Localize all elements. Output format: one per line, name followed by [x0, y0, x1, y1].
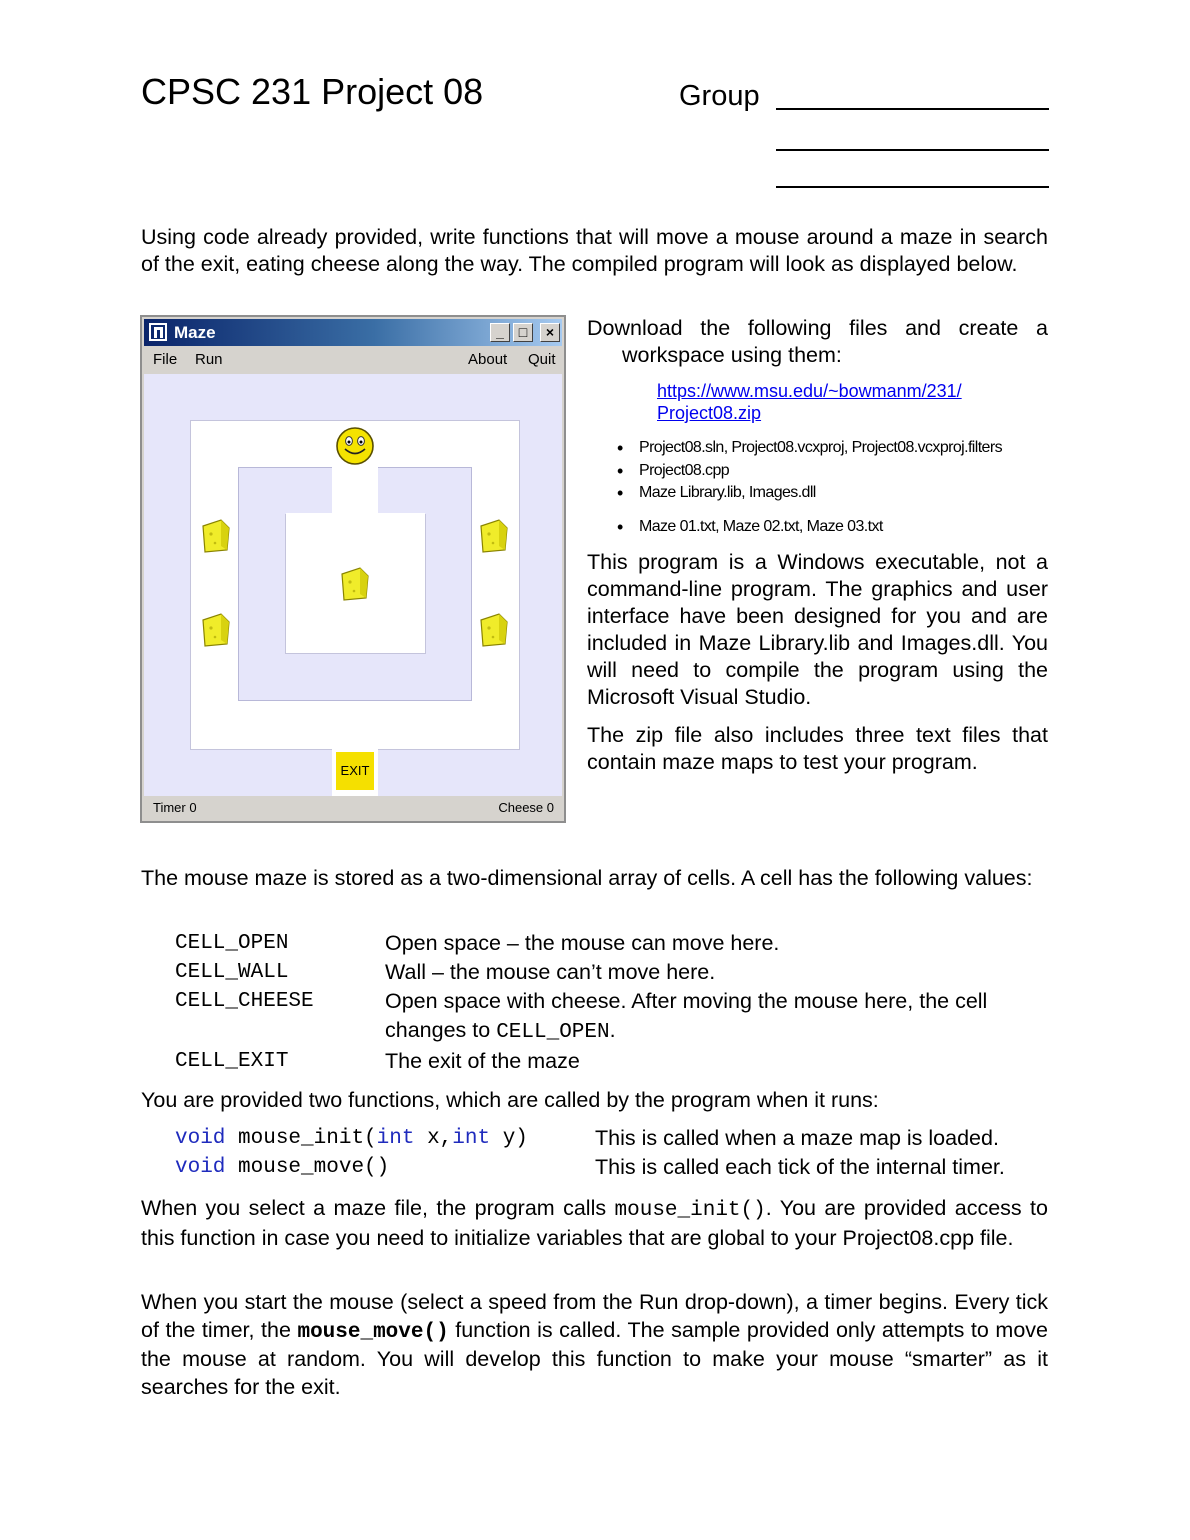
cells-intro: The mouse maze is stored as a two-dimensional array of cells. A cell has the following values: — [141, 866, 1033, 890]
function-signature — [175, 1124, 595, 1153]
maze-window-title: Maze — [174, 323, 216, 342]
cell-desc: Wall – the mouse can’t move here. — [385, 960, 716, 984]
mouse-smiley-icon — [335, 426, 375, 466]
function-arg: x, — [414, 1127, 453, 1150]
group-name-line-1 — [776, 108, 1049, 110]
table-row — [175, 958, 1049, 987]
maze-app-icon — [149, 323, 167, 341]
init-text-a: When you select a maze file, the program calls — [141, 1196, 607, 1220]
cheese-icon — [199, 610, 233, 650]
cell-desc: The exit of the maze — [385, 1049, 580, 1073]
close-button[interactable]: × — [540, 323, 560, 342]
download-link[interactable] — [657, 380, 1037, 424]
functions-intro: You are provided two functions, which are called by the program when it runs: — [141, 1088, 879, 1112]
function-name: mouse_move() — [225, 1156, 390, 1179]
maximize-button[interactable]: □ — [513, 323, 533, 342]
table-row — [175, 1153, 1049, 1182]
maze-status-bar — [144, 796, 562, 819]
cell-name: CELL_WALL — [175, 961, 289, 984]
maze-open-inner-top — [286, 513, 425, 517]
maze-title-bar — [144, 319, 562, 346]
status-cheese: Cheese 0 — [498, 800, 554, 815]
page-title: CPSC 231 Project 08 — [141, 71, 484, 112]
functions-table — [175, 1124, 1049, 1182]
minimize-button[interactable]: _ — [490, 323, 510, 342]
keyword: void — [175, 1156, 226, 1179]
list-item: • Project08.sln, Project08.vcxproj, Project08.vcxproj.filters — [617, 437, 1002, 460]
download-lead: Download the following files and create a workspace using them: — [587, 316, 1048, 367]
keyword: int — [376, 1127, 415, 1150]
cheese-icon — [477, 610, 511, 650]
maze-menu-bar — [144, 346, 562, 374]
download-instructions — [587, 315, 1048, 369]
table-row — [175, 987, 1049, 1047]
cell-name: CELL_OPEN — [175, 932, 289, 955]
move-text-a: When you start the mouse (select a speed from the Run drop-down), a timer begins. Every tick of the timer, the — [141, 1290, 1048, 1342]
move-paragraph — [141, 1289, 1048, 1401]
move-code: mouse_move() — [297, 1320, 449, 1344]
download-link-line-1[interactable]: https://www.msu.edu/~bowmanm/231/ — [657, 381, 962, 401]
cell-desc: Open space – the mouse can move here. — [385, 931, 780, 955]
cheese-icon — [199, 516, 233, 556]
cell-name: CELL_EXIT — [175, 1050, 289, 1073]
group-name-line-3 — [776, 186, 1049, 188]
move-text-b: function is called. The sample provided only attempts to move the mouse at random. You will develop this function to make your mouse “smarter” as it searches for the exit. — [141, 1317, 1048, 1399]
maze-window — [140, 315, 566, 823]
init-paragraph — [141, 1195, 1048, 1252]
init-text-b: . You are provided access to this function in case you need to initialize variables that are global to your Project08.cpp file. — [141, 1196, 1048, 1250]
menu-run[interactable]: Run — [195, 351, 223, 368]
function-desc: This is called when a maze map is loaded. — [595, 1126, 999, 1150]
table-row — [175, 1124, 1049, 1153]
table-row — [175, 1047, 1049, 1076]
cell-name: CELL_CHEESE — [175, 990, 314, 1013]
list-item: • Maze 01.txt, Maze 02.txt, Maze 03.txt — [617, 516, 1002, 539]
maze-canvas — [144, 374, 562, 796]
intro-paragraph: Using code already provided, write functions that will move a mouse around a maze in search of the exit, eating cheese along the way. The compiled program will look as displayed below. — [141, 225, 1048, 276]
menu-about[interactable]: About — [468, 351, 508, 368]
cell-desc-code: CELL_OPEN — [496, 1021, 610, 1044]
init-code: mouse_init() — [614, 1199, 766, 1222]
keyword: void — [175, 1127, 226, 1150]
cell-values-table — [175, 929, 1049, 1076]
cell-desc — [385, 987, 1049, 1047]
group-label: Group — [679, 80, 760, 112]
cheese-icon — [338, 564, 372, 604]
table-row — [175, 929, 1049, 958]
cell-desc-text: Open space with cheese. After moving the mouse here, the cell changes to — [385, 989, 988, 1042]
function-name: mouse_init( — [225, 1127, 377, 1150]
function-arg: y) — [490, 1127, 528, 1150]
file-list — [617, 437, 1002, 538]
function-signature — [175, 1153, 595, 1182]
list-item: • Project08.cpp — [617, 460, 1002, 483]
maze-open-gap — [332, 467, 378, 515]
menu-quit[interactable]: Quit — [528, 351, 556, 368]
maze-exit: EXIT — [336, 752, 374, 790]
keyword: int — [452, 1127, 491, 1150]
cell-desc-end: . — [609, 1018, 616, 1042]
menu-file[interactable]: File — [153, 351, 178, 368]
zip-note: The zip file also includes three text files that contain maze maps to test your program. — [587, 723, 1048, 774]
status-timer: Timer 0 — [153, 800, 197, 815]
windows-note: This program is a Windows executable, not a command-line program. The graphics and user interface have been designed for you and are included in Maze Library.lib and Images.dll. You will need to compile the program using the Microsoft Visual Studio. — [587, 550, 1048, 709]
cheese-icon — [477, 516, 511, 556]
function-desc: This is called each tick of the internal timer. — [595, 1155, 1005, 1179]
group-name-line-2 — [776, 149, 1049, 151]
list-item: • Maze Library.lib, Images.dll — [617, 482, 1002, 505]
download-link-line-2[interactable]: Project08.zip — [657, 403, 762, 423]
